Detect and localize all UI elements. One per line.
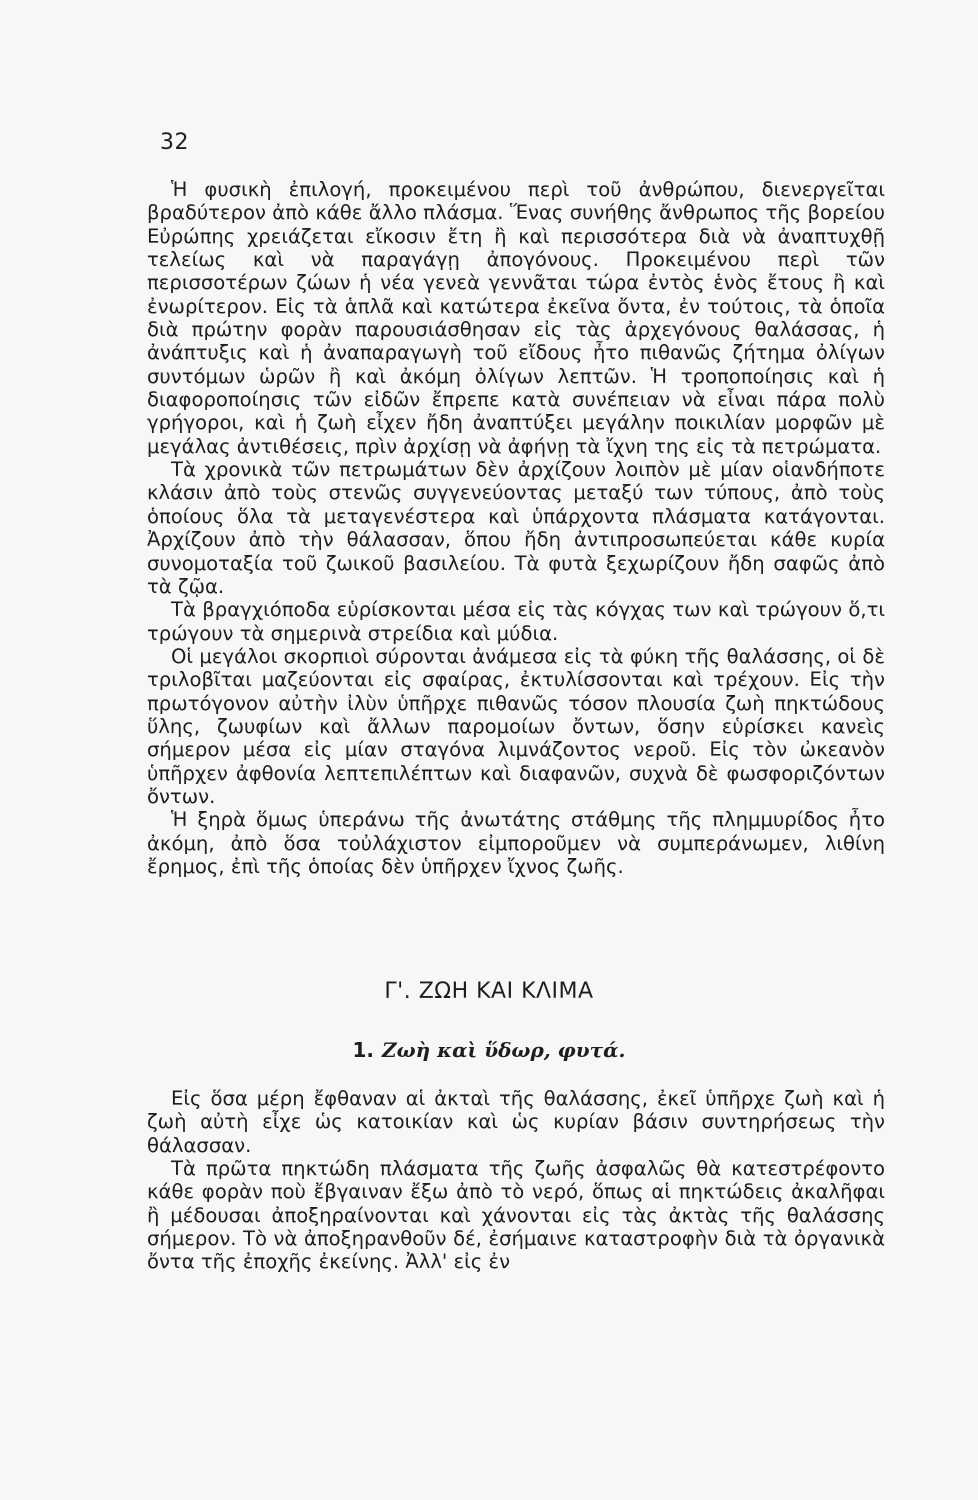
paragraph: Τὰ βραγχιόποδα εὑρίσκονται μέσα εἰς τὰς κόγχας των καὶ τρώγουν ὅ,τι τρώγουν τὰ σημερινὰ στρείδια καὶ μύδια.	[147, 598, 885, 645]
body-text-top	[147, 178, 885, 878]
paragraph: Οἱ μεγάλοι σκορπιοὶ σύρονται ἀνάμεσα εἰς τὰ φύκη τῆς θαλάσσης, οἱ δὲ τριλοβῖται μαζεύονται εἰς σφαίρας, ἐκτυλίσσονται καὶ τρέχουν. Εἰς τὴν πρωτόγονον αὐτὴν ἰλὺν ὑπῆρχε πιθανῶς τόσον πλουσία ζωὴ πηκτώδους ὕλης, ζωυφίων καὶ ἄλλων παρομοίων ὄντων, ὅσην εὑρίσκει κανεὶς σήμερον μέσα εἰς μίαν σταγόνα λιμνάζοντος νεροῦ. Εἰς τὸν ὠκεανὸν ὑπῆρχεν ἀφθονία λεπτεπιλέπτων καὶ διαφανῶν, συχνὰ δὲ φωσφοριζόντων ὄντων.	[147, 644, 885, 808]
paragraph: Ἡ ξηρὰ ὅμως ὑπεράνω τῆς ἀνωτάτης στάθμης τῆς πλημμυρίδος ἦτο ἀκόμη, ἀπὸ ὅσα τοὐλάχιστον εἰμποροῦμεν νὰ συμπεράνωμεν, λιθίνη ἔρημος, ἐπὶ τῆς ὁποίας δὲν ὑπῆρχεν ἴχνος ζωῆς.	[147, 808, 885, 878]
paragraph: Τὰ πρῶτα πηκτώδη πλάσματα τῆς ζωῆς ἀσφαλῶς θὰ κατεστρέφοντο κάθε φορὰν ποὺ ἔβγαιναν ἔξω ἀπὸ τὸ νερό, ὅπως αἱ πηκτώδεις ἀκαλῆφαι ἢ μέδουσαι ἀποξηραίνονται καὶ χάνονται εἰς τὰς ἀκτὰς τῆς θαλάσσης σήμερον. Τὸ νὰ ἀποξηρανθοῦν δέ, ἐσήμαινε καταστροφὴν διὰ τὰ ὀργανικὰ ὄντα τῆς ἐποχῆς ἐκείνης. Ἀλλ' εἰς ἐν	[147, 1157, 885, 1274]
subheading-title: Ζωὴ καὶ ὕδωρ, φυτά.	[382, 1038, 626, 1062]
paragraph: Ἡ φυσικὴ ἐπιλογή, προκειμένου περὶ τοῦ ἀνθρώπου, διενεργεῖται βραδύτερον ἀπὸ κάθε ἄλλο πλάσμα. Ἕνας συνήθης ἄνθρωπος τῆς βορείου Εὐρώπης χρειάζεται εἴκοσιν ἔτη ἢ καὶ περισσότερα διὰ νὰ ἀναπτυχθῇ τελείως καὶ νὰ παραγάγῃ ἀπογόνους. Προκειμένου περὶ τῶν περισσοτέρων ζώων ἡ νέα γενεὰ γεννᾶται τώρα ἐντὸς ἑνὸς ἔτους ἢ καὶ ἐνωρίτερον. Εἰς τὰ ἁπλᾶ καὶ κατώτερα ἐκεῖνα ὄντα, ἐν τούτοις, τὰ ὁποῖα διὰ πρώτην φορὰν παρουσιάσθησαν εἰς τὰς ἀρχεγόνους θαλάσσας, ἡ ἀνάπτυξις καὶ ἡ ἀναπαραγωγὴ τοῦ εἴδους ἦτο πιθανῶς ζήτημα ὀλίγων συντόμων ὡρῶν ἢ καὶ ἀκόμη ὀλίγων λεπτῶν. Ἡ τροποποίησις καὶ ἡ διαφοροποίησις τῶν εἰδῶν ἔπρεπε κατὰ συνέπειαν νὰ εἶναι πάρα πολὺ γρήγοροι, καὶ ἡ ζωὴ εἶχεν ἤδη ἀναπτύξει μεγάλην ποικιλίαν μορφῶν μὲ μεγάλας ἀντιθέσεις, πρὶν ἀρχίσῃ νὰ ἀφήνῃ τὰ ἴχνη της εἰς τὰ πετρώματα.	[147, 178, 885, 458]
subheading	[0, 1038, 978, 1062]
section-heading: Γ'. ΖΩΗ ΚΑΙ ΚΛΙΜΑ	[384, 979, 594, 1004]
paragraph: Εἰς ὅσα μέρη ἔφθαναν αἱ ἀκταὶ τῆς θαλάσσης, ἐκεῖ ὑπῆρχε ζωὴ καὶ ἡ ζωὴ αὐτὴ εἶχε ὡς κατοικίαν καὶ ὡς κυρίαν βάσιν συντηρήσεως τὴν θάλασσαν.	[147, 1087, 885, 1157]
paragraph: Τὰ χρονικὰ τῶν πετρωμάτων δὲν ἀρχίζουν λοιπὸν μὲ μίαν οἱανδήποτε κλάσιν ἀπὸ τοὺς στενῶς συγγενεύοντας μεταξύ των τύπους, ἀπὸ τοὺς ὁποίους ὅλα τὰ μεταγενέστερα καὶ ὑπάρχοντα πλάσματα κατάγονται. Ἀρχίζουν ἀπὸ τὴν θάλασσαν, ὅπου ἤδη ἀντιπροσωπεύεται κάθε κυρία συνομοταξία τοῦ ζωικοῦ βασιλείου. Τὰ φυτὰ ξεχωρίζουν ἤδη σαφῶς ἀπὸ τὰ ζῷα.	[147, 458, 885, 598]
page-number: 32	[160, 130, 189, 155]
body-text-bottom	[147, 1087, 885, 1274]
subheading-number: 1.	[352, 1038, 375, 1062]
